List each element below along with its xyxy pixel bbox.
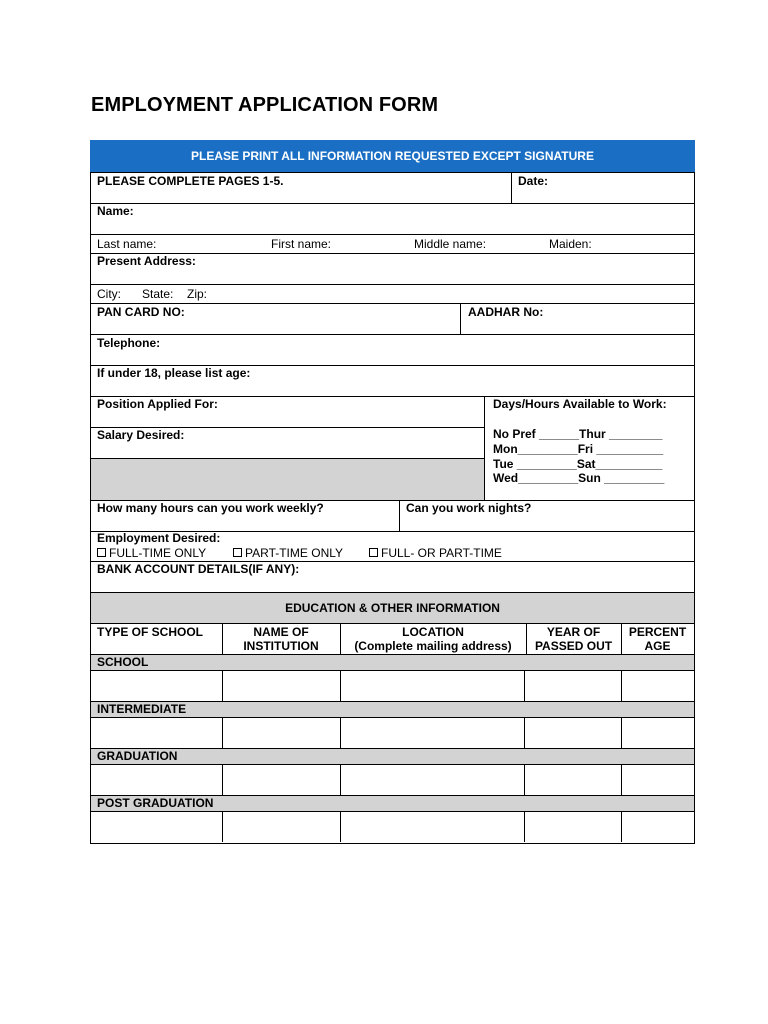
shaded-area bbox=[91, 459, 484, 500]
education-input-cell[interactable] bbox=[622, 718, 694, 748]
middle-name-field[interactable]: Middle name: bbox=[414, 237, 487, 251]
availability-line-4[interactable]: Wed_________Sun _________ bbox=[493, 471, 665, 485]
salary-desired-field[interactable]: Salary Desired: bbox=[97, 428, 185, 442]
application-form bbox=[90, 140, 695, 844]
form-title: EMPLOYMENT APPLICATION FORM bbox=[91, 94, 439, 116]
availability-line-1[interactable]: No Pref ______Thur ________ bbox=[493, 427, 663, 441]
full-time-option[interactable]: FULL-TIME ONLY bbox=[97, 546, 206, 560]
under-18-age-field[interactable]: If under 18, please list age: bbox=[97, 366, 251, 380]
education-input-cell[interactable] bbox=[91, 765, 222, 795]
education-input-cell[interactable] bbox=[341, 671, 524, 701]
col-year-passed-out: YEAR OF PASSED OUT bbox=[534, 625, 613, 653]
col-percentage: PERCENT AGE bbox=[628, 625, 687, 653]
education-input-cell[interactable] bbox=[223, 671, 340, 701]
instruction-banner: PLEASE PRINT ALL INFORMATION REQUESTED EXCEPT SIGNATURE bbox=[90, 140, 695, 172]
zip-field[interactable]: Zip: bbox=[187, 287, 208, 301]
education-input-cell[interactable] bbox=[622, 812, 694, 842]
education-input-cell[interactable] bbox=[91, 812, 222, 842]
education-input-cell[interactable] bbox=[341, 718, 524, 748]
days-hours-label: Days/Hours Available to Work: bbox=[493, 397, 667, 411]
name-label: Name: bbox=[97, 204, 134, 218]
education-input-cell[interactable] bbox=[525, 812, 621, 842]
education-input-cell[interactable] bbox=[223, 765, 340, 795]
pages-note: PLEASE COMPLETE PAGES 1-5. bbox=[97, 174, 284, 188]
education-section-post-graduation: POST GRADUATION bbox=[97, 796, 214, 810]
education-section-school: SCHOOL bbox=[97, 655, 149, 669]
education-section-header: EDUCATION & OTHER INFORMATION bbox=[285, 601, 500, 615]
education-input-cell[interactable] bbox=[91, 671, 222, 701]
work-nights-field[interactable]: Can you work nights? bbox=[406, 501, 532, 515]
telephone-field[interactable]: Telephone: bbox=[97, 336, 161, 350]
col-type-of-school: TYPE OF SCHOOL bbox=[97, 625, 204, 639]
pan-card-field[interactable]: PAN CARD NO: bbox=[97, 305, 185, 319]
availability-line-2[interactable]: Mon_________Fri __________ bbox=[493, 442, 664, 456]
education-input-cell[interactable] bbox=[223, 718, 340, 748]
checkbox-icon[interactable] bbox=[369, 548, 378, 557]
checkbox-icon[interactable] bbox=[233, 548, 242, 557]
part-time-option[interactable]: PART-TIME ONLY bbox=[233, 546, 343, 560]
city-field[interactable]: City: bbox=[97, 287, 121, 301]
last-name-field[interactable]: Last name: bbox=[97, 237, 157, 251]
checkbox-icon[interactable] bbox=[97, 548, 106, 557]
first-name-field[interactable]: First name: bbox=[271, 237, 332, 251]
education-input-cell[interactable] bbox=[622, 765, 694, 795]
position-applied-field[interactable]: Position Applied For: bbox=[97, 397, 218, 411]
date-field[interactable]: Date: bbox=[518, 174, 549, 188]
bank-account-field[interactable]: BANK ACCOUNT DETAILS(IF ANY): bbox=[97, 562, 300, 576]
education-input-cell[interactable] bbox=[525, 671, 621, 701]
education-input-cell[interactable] bbox=[622, 671, 694, 701]
maiden-field[interactable]: Maiden: bbox=[549, 237, 592, 251]
education-input-cell[interactable] bbox=[91, 718, 222, 748]
education-input-cell[interactable] bbox=[223, 812, 340, 842]
aadhar-field[interactable]: AADHAR No: bbox=[468, 305, 544, 319]
education-input-cell[interactable] bbox=[525, 718, 621, 748]
education-input-cell[interactable] bbox=[525, 765, 621, 795]
col-name-of-institution: NAME OF INSTITUTION bbox=[243, 625, 319, 653]
education-section-intermediate: INTERMEDIATE bbox=[97, 702, 187, 716]
col-location: LOCATION (Complete mailing address) bbox=[354, 625, 512, 653]
education-input-cell[interactable] bbox=[341, 765, 524, 795]
full-or-part-time-option[interactable]: FULL- OR PART-TIME bbox=[369, 546, 502, 560]
employment-desired-label: Employment Desired: bbox=[97, 531, 221, 545]
present-address-label: Present Address: bbox=[97, 254, 196, 268]
state-field[interactable]: State: bbox=[142, 287, 174, 301]
education-input-cell[interactable] bbox=[341, 812, 524, 842]
availability-line-3[interactable]: Tue _________Sat__________ bbox=[493, 457, 663, 471]
education-section-graduation: GRADUATION bbox=[97, 749, 178, 763]
hours-weekly-field[interactable]: How many hours can you work weekly? bbox=[97, 501, 324, 515]
